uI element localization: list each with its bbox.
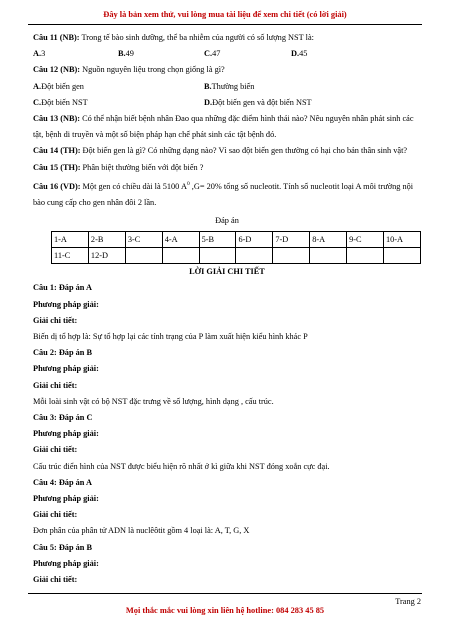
- question-11: Câu 11 (NB): Trong tế bào sinh dưỡng, thể ba nhiễm của người có số lượng NST là:: [33, 33, 314, 42]
- question-13: Câu 13 (NB): Có thể nhận biết bệnh nhân Đao qua những đặc điểm hình thái nào? Nêu nguyên nhân phát sinh các tật, bệnh di truyền và một số biện pháp hạn chế phát sinh các tật bệnh đó.: [33, 114, 414, 140]
- answer-key-title: Đáp án: [215, 216, 239, 225]
- header-divider: [28, 24, 422, 25]
- answer-cell: 11-C: [52, 248, 89, 264]
- answer-cell: [273, 248, 310, 264]
- solution-heading: Câu 4: Đáp án A: [33, 477, 93, 487]
- solution-detail: Biến dị tổ hợp là: Sự tổ hợp lại các tính trạng của P làm xuất hiện kiểu hình khác P: [33, 332, 308, 342]
- answer-cell: 1-A: [52, 232, 89, 248]
- answer-cell: [383, 248, 420, 264]
- answer-cell: [347, 248, 384, 264]
- option: D.Đột biến gen và đột biến NST: [204, 97, 312, 107]
- question-16: Câu 16 (VD): Một gen có chiều dài là 5100 $A^0$ ,G= 20% tổng số nucleotit. Tính số nucleotit loại A môi trường nội bào cung cấp cho gen nhân đôi 2 lần.: [33, 180, 414, 207]
- option: C.Đột biến NST: [33, 97, 88, 107]
- method-label: Phương pháp giải:: [33, 558, 99, 568]
- detail-label: Giải chi tiết:: [33, 575, 78, 585]
- answer-key-table: [51, 231, 421, 264]
- solution-detail: Đơn phân của phân tử ADN là nuclêôtit gồm 4 loại là: A, T, G, X: [33, 526, 250, 536]
- question-12-options-row2: [33, 95, 421, 111]
- solutions-title: LỜI GIẢI CHI TIẾT: [189, 267, 265, 277]
- header-banner: Đây là bản xem thử, vui lòng mua tài liệu để xem chi tiết (có lời giải): [103, 10, 347, 19]
- answer-cell: [310, 248, 347, 264]
- solution-heading: Câu 5: Đáp án B: [33, 542, 93, 552]
- footer-divider: [28, 593, 422, 594]
- question-15: Câu 15 (TH): Phân biệt thường biến với đột biến ?: [33, 162, 204, 172]
- method-label: Phương pháp giải:: [33, 494, 99, 504]
- solution-heading: Câu 3: Đáp án C: [33, 413, 93, 423]
- answer-cell: 12-D: [88, 248, 125, 264]
- question-12-options-row1: [33, 79, 421, 95]
- question-12: Câu 12 (NB): Nguồn nguyên liệu trong chọn giống là gì?: [33, 65, 225, 75]
- option: A.Đột biến gen: [33, 81, 84, 91]
- detail-label: Giải chi tiết:: [33, 380, 78, 390]
- solution-detail: Cấu trúc điển hình của NST được biểu hiện rõ nhất ở kì giữa khi NST đóng xoắn cực đại.: [33, 461, 330, 471]
- answer-cell: 10-A: [383, 232, 420, 248]
- answer-cell: 7-D: [273, 232, 310, 248]
- answer-cell: 5-B: [199, 232, 236, 248]
- option: D.45: [291, 49, 308, 59]
- answer-cell: 4-A: [162, 232, 199, 248]
- document-body: [33, 30, 421, 588]
- method-label: Phương pháp giải:: [33, 429, 99, 439]
- answer-cell: [236, 248, 273, 264]
- page-number: Trang 2: [395, 597, 421, 606]
- option: B.49: [118, 49, 134, 59]
- method-label: Phương pháp giải:: [33, 364, 99, 374]
- answer-cell: 9-C: [347, 232, 384, 248]
- answer-cell: 6-D: [236, 232, 273, 248]
- method-label: Phương pháp giải:: [33, 299, 99, 309]
- question-14: Câu 14 (TH): Đột biến gen là gì? Có những dạng nào? Vì sao đột biến gen thường có hại cho bản thân sinh vật?: [33, 146, 408, 156]
- solution-detail: Mỗi loài sinh vật có bộ NST đặc trưng về số lượng, hình dạng , cấu trúc.: [33, 396, 274, 406]
- answer-cell: [199, 248, 236, 264]
- solution-heading: Câu 2: Đáp án B: [33, 348, 93, 358]
- table-row: [52, 232, 421, 248]
- table-row: [52, 248, 421, 264]
- option: B.Thường biến: [204, 81, 255, 91]
- detail-label: Giải chi tiết:: [33, 315, 78, 325]
- answer-cell: [162, 248, 199, 264]
- detail-label: Giải chi tiết:: [33, 445, 78, 455]
- footer-banner: Mọi thắc mắc vui lòng xin liên hệ hotline: 084 283 45 85: [125, 606, 325, 615]
- answer-cell: 8-A: [310, 232, 347, 248]
- answer-cell: 3-C: [125, 232, 162, 248]
- question-11-options: [33, 46, 421, 62]
- answer-cell: 2-B: [88, 232, 125, 248]
- option: A.3: [33, 49, 46, 59]
- detail-label: Giải chi tiết:: [33, 510, 78, 520]
- option: C.47: [204, 49, 221, 59]
- solution-heading: Câu 1: Đáp án A: [33, 283, 93, 293]
- answer-cell: [125, 248, 162, 264]
